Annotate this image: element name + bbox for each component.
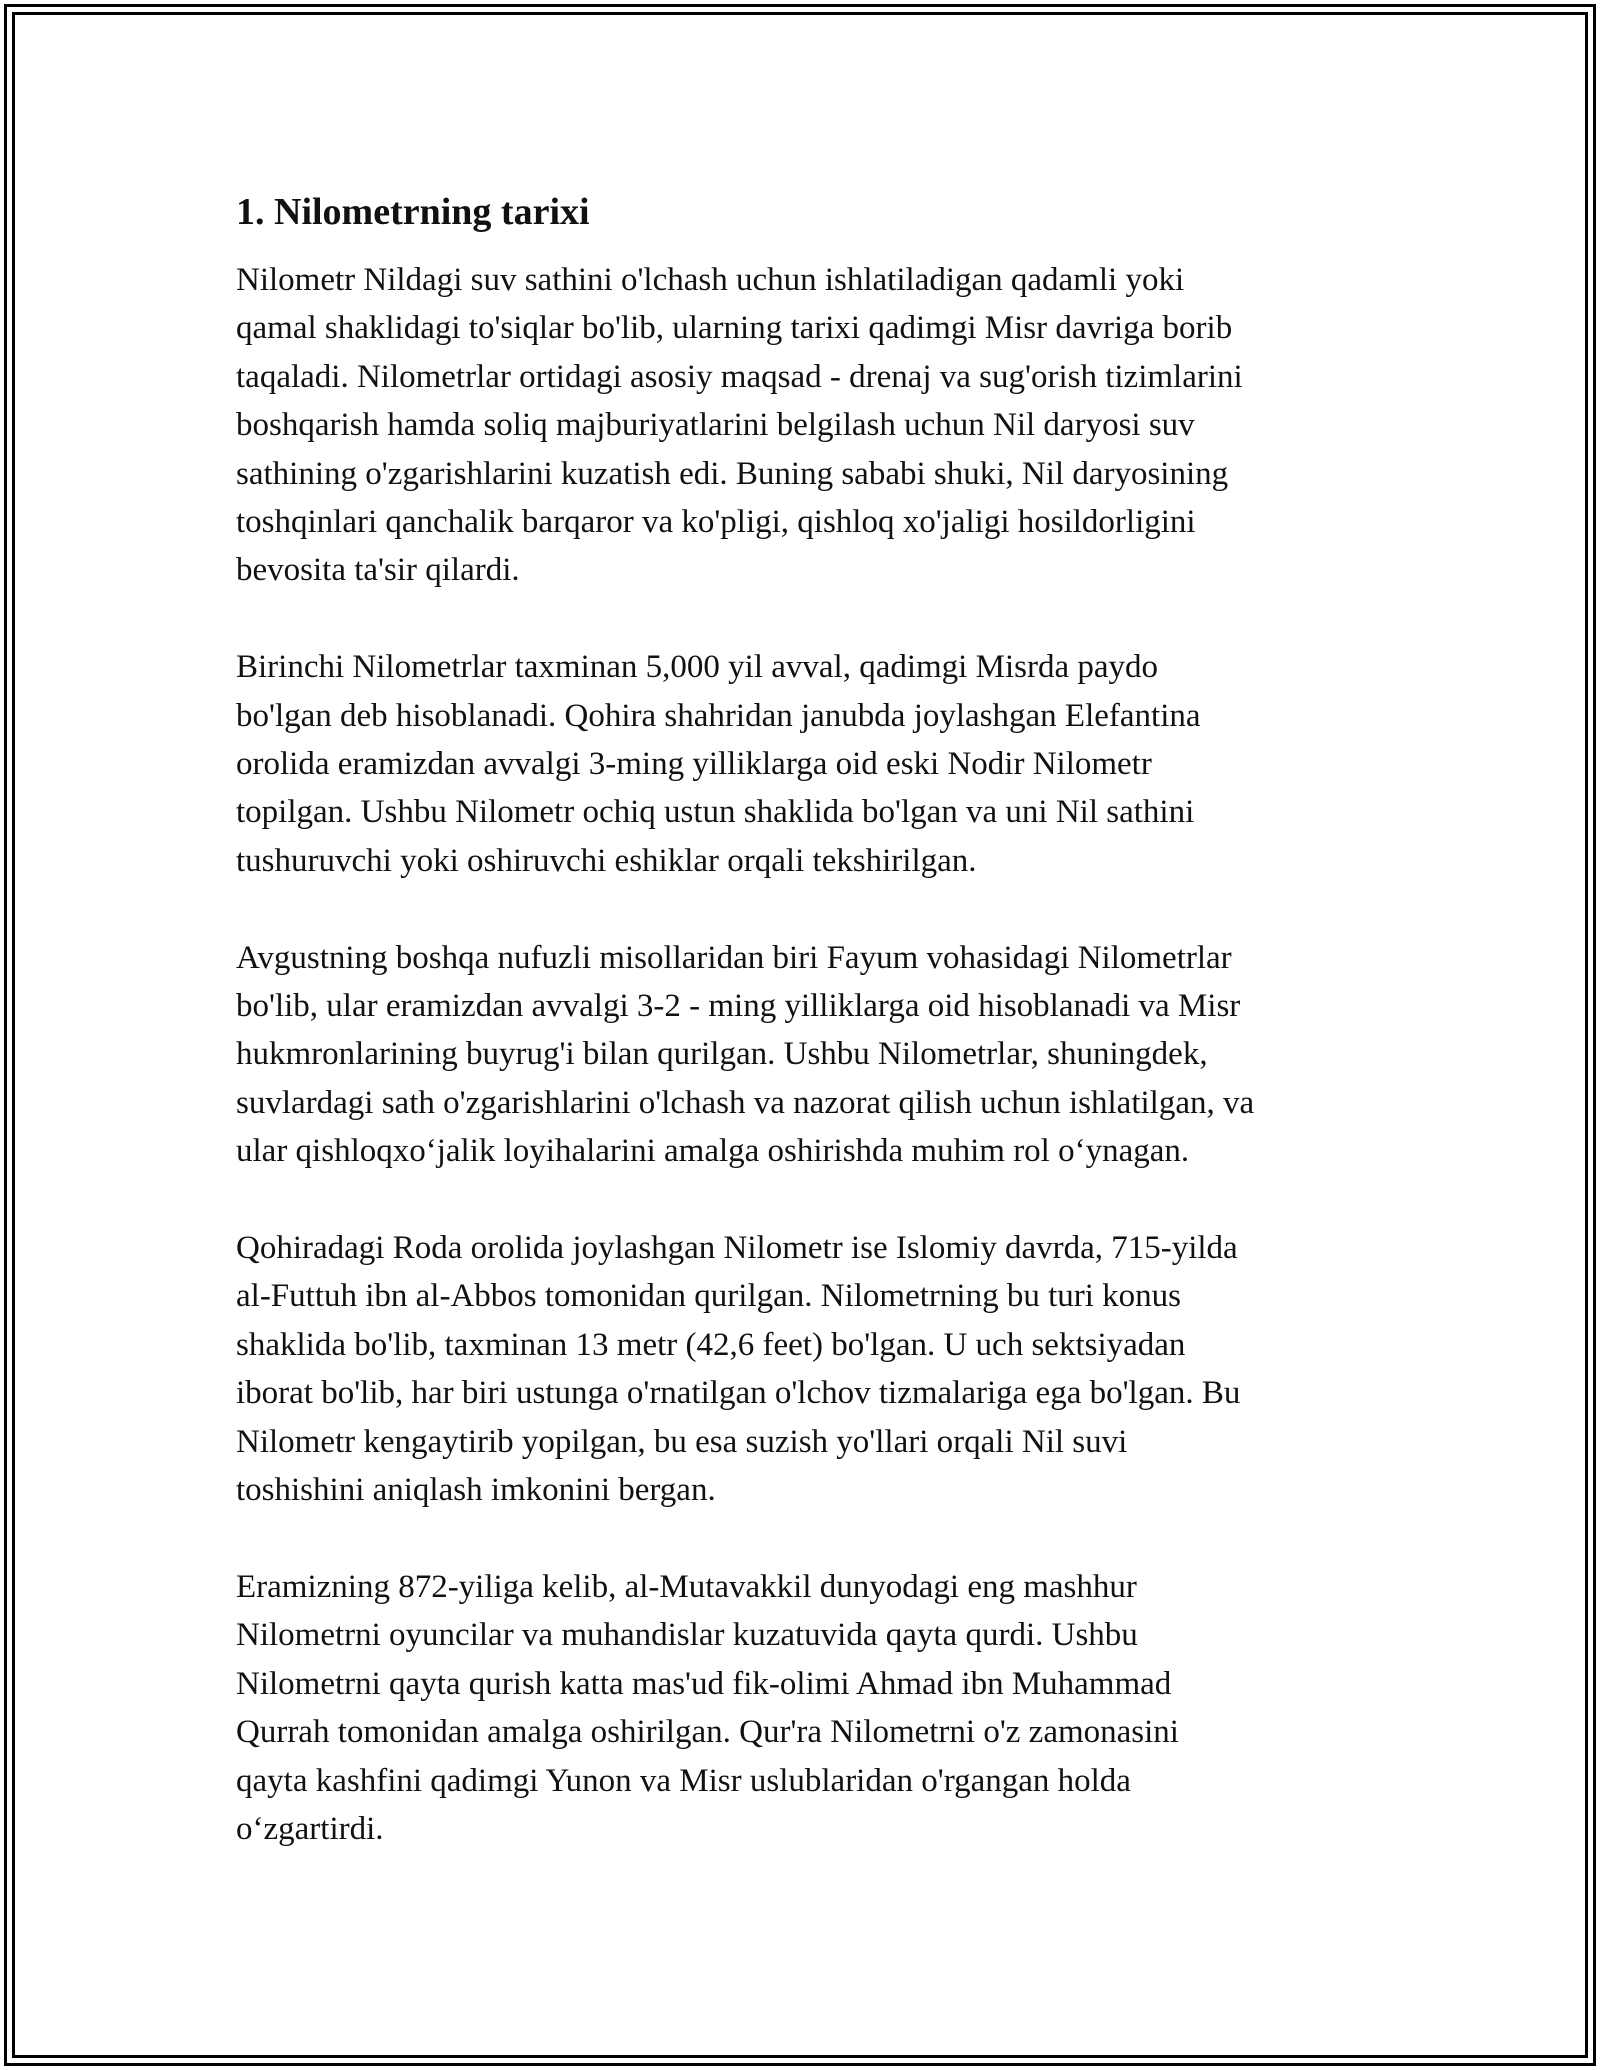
text-line: iborat bo'lib, har biri ustunga o'rnatilgan o'lchov tizmalariga ega bo'lgan. Bu (236, 1375, 1241, 1412)
text-line: toshishini aniqlash imkonini bergan. (236, 1472, 716, 1509)
text-line: Nilometrni oyuncilar va muhandislar kuzatuvida qayta qurdi. Ushbu (236, 1617, 1138, 1654)
text-line: topilgan. Ushbu Nilometr ochiq ustun shaklida bo'lgan va uni Nil sathini (236, 794, 1195, 831)
text-line: sathining o'zgarishlarini kuzatish edi. Buning sababi shuki, Nil daryosining (236, 455, 1229, 492)
paragraph-1 (236, 256, 1376, 595)
text-line: suvlardagi sath o'zgarishlarini o'lchash va nazorat qilish uchun ishlatilgan, va (236, 1084, 1255, 1121)
paragraph-4 (236, 1224, 1376, 1514)
text-line: taqaladi. Nilometrlar ortidagi asosiy maqsad - drenaj va sug'orish tizimlarini (236, 358, 1243, 395)
section-heading: 1. Nilometrning tarixi (236, 191, 590, 233)
text-line: al-Futtuh ibn al-Abbos tomonidan qurilgan. Nilometrning bu turi konus (236, 1278, 1181, 1315)
text-line: Birinchi Nilometrlar taxminan 5,000 yil avval, qadimgi Misrda paydo (236, 649, 1158, 686)
text-line: Nilometr kengaytirib yopilgan, bu esa suzish yo'llari orqali Nil suvi (236, 1423, 1128, 1460)
text-line: o‘zgartirdi. (236, 1810, 384, 1847)
paragraph-2 (236, 643, 1376, 885)
paragraph-3 (236, 934, 1376, 1176)
text-line: Qurrah tomonidan amalga oshirilgan. Qur'ra Nilometrni o'z zamonasini (236, 1714, 1179, 1751)
text-line: bo'lib, ular eramizdan avvalgi 3-2 - ming yilliklarga oid hisoblanadi va Misr (236, 988, 1241, 1025)
text-line: hukmronlarining buyrug'i bilan qurilgan. Ushbu Nilometrlar, shuningdek, (236, 1036, 1208, 1073)
text-line: Eramizning 872-yiliga kelib, al-Mutavakkil dunyodagi eng mashhur (236, 1568, 1137, 1605)
paragraph-5 (236, 1563, 1376, 1853)
text-line: Nilometrni qayta qurish katta mas'ud fik-olimi Ahmad ibn Muhammad (236, 1665, 1172, 1702)
text-line: boshqarish hamda soliq majburiyatlarini belgilash uchun Nil daryosi suv (236, 407, 1195, 444)
text-line: Avgustning boshqa nufuzli misollaridan biri Fayum vohasidagi Nilometrlar (236, 939, 1232, 976)
text-line: qayta kashfini qadimgi Yunon va Misr uslublaridan o'rgangan holda (236, 1762, 1131, 1799)
text-line: tushuruvchi yoki oshiruvchi eshiklar orqali tekshirilgan. (236, 842, 977, 879)
text-line: orolida eramizdan avvalgi 3-ming yilliklarga oid eski Nodir Nilometr (236, 746, 1152, 783)
text-line: bo'lgan deb hisoblanadi. Qohira shahridan janubda joylashgan Elefantina (236, 697, 1201, 734)
text-line: Nilometr Nildagi suv sathini o'lchash uchun ishlatiladigan qadamli yoki (236, 262, 1185, 298)
text-line: ular qishloqxo‘jalik loyihalarini amalga oshirishda muhim rol o‘ynagan. (236, 1133, 1190, 1170)
text-line: Qohiradagi Roda orolida joylashgan Nilometr ise Islomiy davrda, 715-yilda (236, 1230, 1238, 1267)
text-line: toshqinlari qanchalik barqaror va ko'pligi, qishloq xo'jaligi hosildorligini (236, 504, 1196, 541)
text-line: bevosita ta'sir qilardi. (236, 552, 520, 589)
text-line: shaklida bo'lib, taxminan 13 metr (42,6 feet) bo'lgan. U uch sektsiyadan (236, 1326, 1186, 1363)
document-body (236, 188, 1376, 1902)
text-line: qamal shaklidagi to'siqlar bo'lib, ularning tarixi qadimgi Misr davriga borib (236, 310, 1233, 347)
